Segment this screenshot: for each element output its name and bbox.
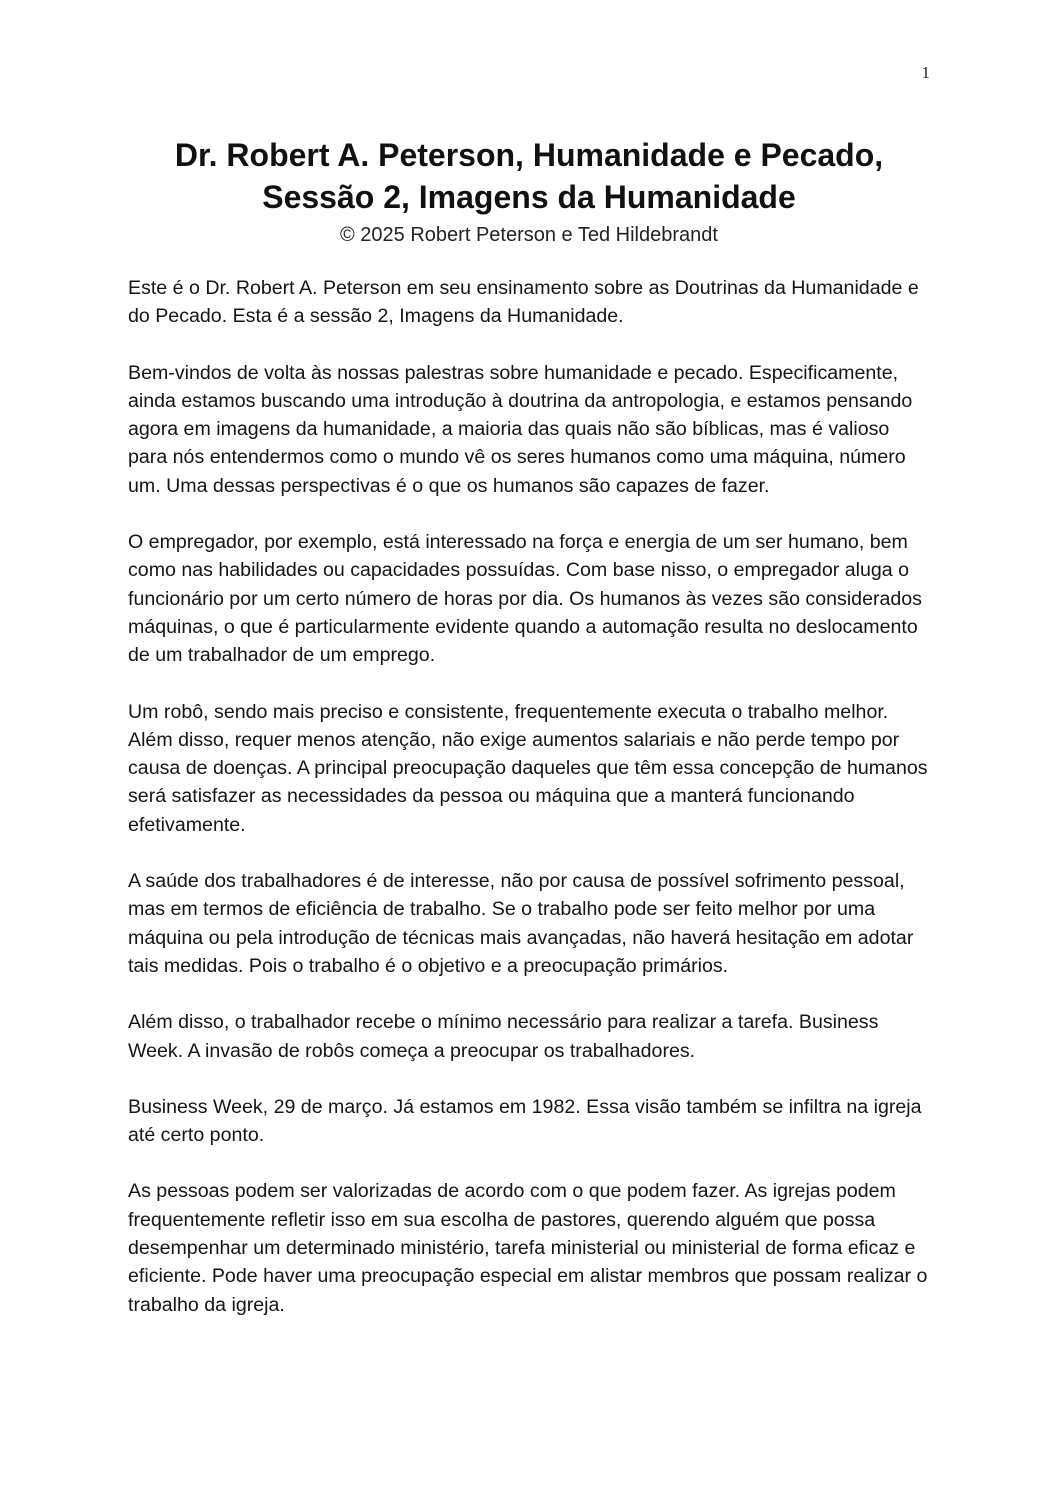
title-line-2: Sessão 2, Imagens da Humanidade <box>262 179 796 215</box>
copyright-notice: © 2025 Robert Peterson e Ted Hildebrandt <box>340 224 718 246</box>
paragraph-churches: As pessoas podem ser valorizadas de acordo com o que podem fazer. As igrejas podem frequentemente refletir isso em sua escolha de pastores, querendo alguém que possa desempenhar um determinado ministério, tarefa ministerial ou ministerial de forma eficaz e eficiente. Pode haver uma preocupação especial em alistar membros que possam realizar o trabalho da igreja. <box>128 1180 928 1316</box>
paragraph-employer: O empregador, por exemplo, está interessado na força e energia de um ser humano, bem como nas habilidades ou capacidades possuídas. Com base nisso, o empregador aluga o funcionário por um certo número de horas por dia. Os humanos às vezes são considerados máquinas, o que é particularmente evidente quando a automação resulta no deslocamento de um trabalhador de um emprego. <box>128 531 922 667</box>
paragraph-robot: Um robô, sendo mais preciso e consistente, frequentemente executa o trabalho melhor. Além disso, requer menos atenção, não exige aumentos salariais e não perde tempo por causa de doenças. A principal preocupação daqueles que têm essa concepção de humanos será satisfazer as necessidades da pessoa ou máquina que a manterá funcionando efetivamente. <box>128 700 928 836</box>
paragraph-business-week: Além disso, o trabalhador recebe o mínimo necessário para realizar a tarefa. Business Week. A invasão de robôs começa a preocupar os trabalhadores. <box>128 1011 879 1062</box>
paragraph-intro: Este é o Dr. Robert A. Peterson em seu ensinamento sobre as Doutrinas da Humanidade e do Pecado. Esta é a sessão 2, Imagens da Humanidade. <box>128 277 919 328</box>
page-number: 1 <box>921 63 930 82</box>
paragraph-march: Business Week, 29 de março. Já estamos em 1982. Essa visão também se infiltra na igreja até certo ponto. <box>128 1095 922 1147</box>
document-title <box>128 134 930 218</box>
document-body <box>128 274 930 1347</box>
paragraph-health: A saúde dos trabalhadores é de interesse, não por causa de possível sofrimento pessoal, mas em termos de eficiência de trabalho. Se o trabalho pode ser feito melhor por uma máquina ou pela introdução de técnicas mais avançadas, não haverá hesitação em adotar tais medidas. Pois o trabalho é o objetivo e a preocupação primários. <box>128 870 914 977</box>
document-header <box>128 134 930 248</box>
paragraph-welcome: Bem-vindos de volta às nossas palestras sobre humanidade e pecado. Especificamente, ainda estamos buscando uma introdução à doutrina da antropologia, e estamos pensando agora em imagens da humanidade, a maioria das quais não são bíblicas, mas é valioso para nós entendermos como o mundo vê os seres humanos como uma máquina, número um. Uma dessas perspectivas é o que os humanos são capazes de fazer. <box>128 361 913 497</box>
title-line-1: Dr. Robert A. Peterson, Humanidade e Pecado, <box>174 137 884 173</box>
